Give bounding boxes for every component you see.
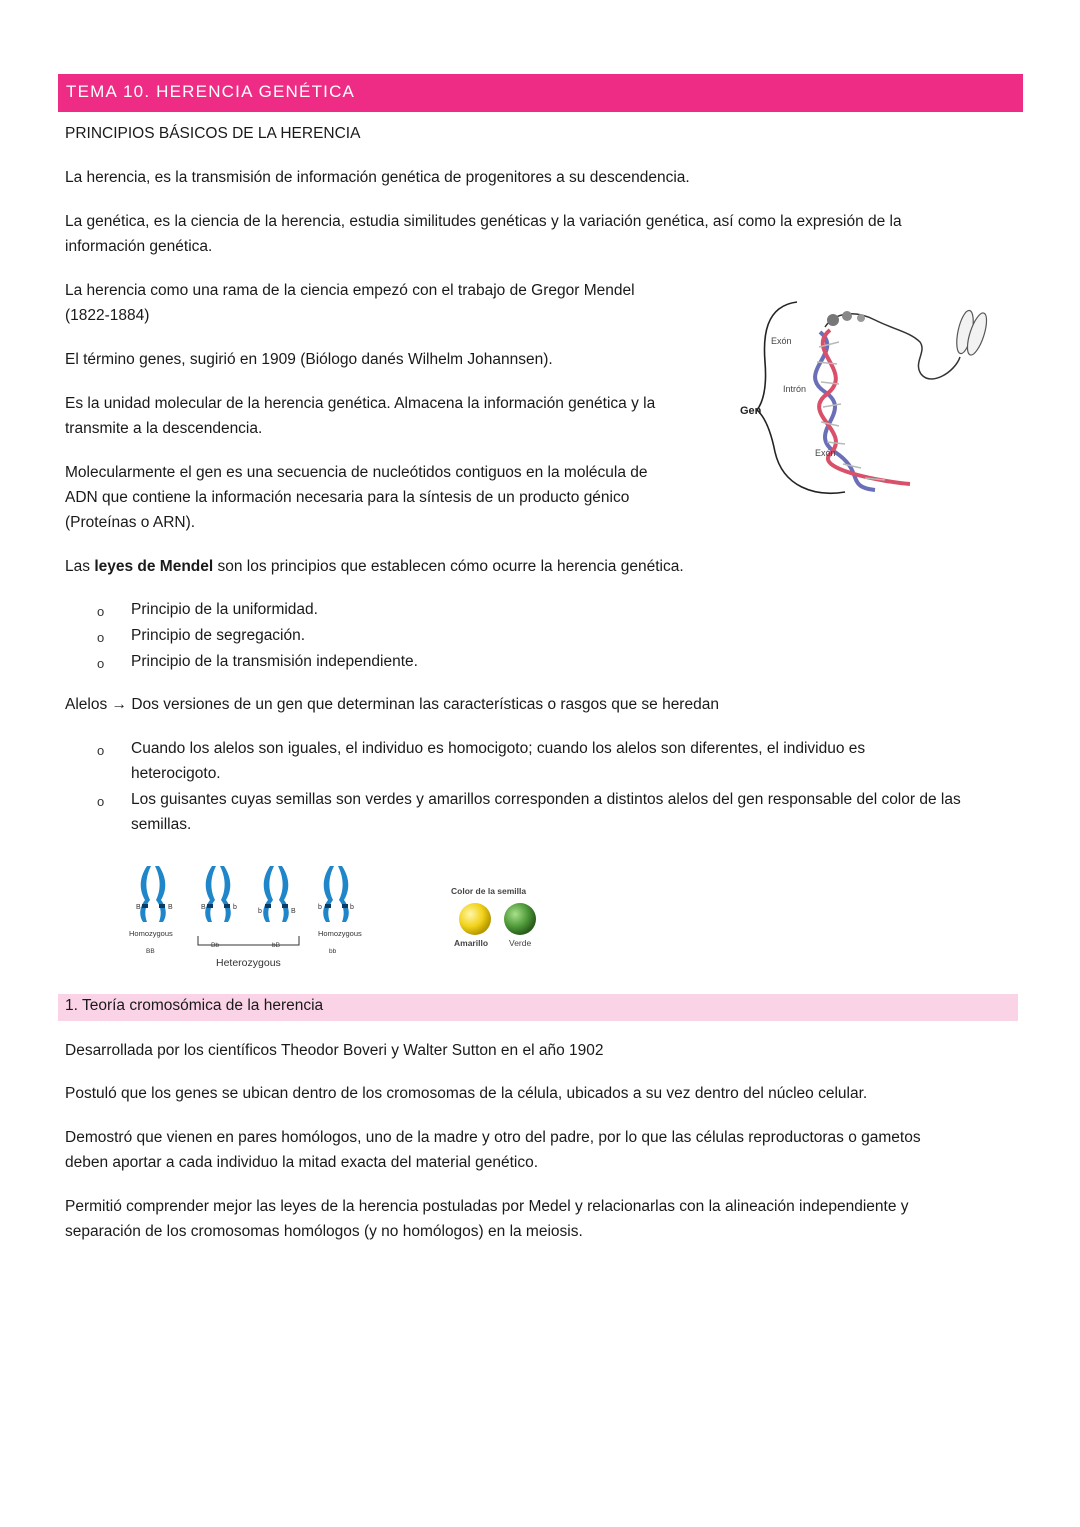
paragraph-permitio-line1: Permitió comprender mejor las leyes de la herencia postuladas por Medel y relacionarlas con la alineación independiente y	[65, 1198, 909, 1215]
yellow-label: Amarillo	[454, 938, 489, 948]
bullet-marker: o	[97, 743, 105, 758]
allele-letter: b	[258, 908, 262, 915]
paragraph-unidad-line1: Es la unidad molecular de la herencia genética. Almacena la información genética y la	[65, 395, 656, 412]
paragraph-postulo: Postuló que los genes se ubican dentro de los cromosomas de la célula, ubicados a su vez dentro del núcleo celular.	[65, 1085, 868, 1102]
list-item: Cuando los alelos son iguales, el individuo es homocigoto; cuando los alelos son diferentes, el individuo es	[131, 740, 866, 757]
paragraph-leyes-mendel	[65, 554, 684, 580]
allele-letter: B	[136, 904, 141, 911]
paragraph-boveri-sutton: Desarrollada por los científicos Theodor Boveri y Walter Sutton en el año 1902	[65, 1042, 604, 1059]
title-bar	[58, 74, 1023, 112]
paragraph-demostro-line2: deben aportar a cada individuo la mitad exacta del material genético.	[65, 1154, 539, 1171]
chromatin-coil	[842, 311, 852, 321]
paragraph-molecular-line3: (Proteínas o ARN).	[65, 514, 196, 531]
leyes-post: son los principios que establecen cómo ocurre la herencia genética.	[213, 558, 684, 575]
bullet-marker: o	[97, 794, 105, 809]
heterozygous-label: Heterozygous	[216, 957, 281, 969]
paragraph-demostro-line1: Demostró que vienen en pares homólogos, uno de la madre y otro del padre, por lo que las células reproductoras o gametos	[65, 1129, 921, 1146]
allele-letter: B	[291, 908, 296, 915]
chromatin-coil	[827, 314, 839, 326]
chromosome-pair-bB	[263, 866, 289, 922]
list-item-continuation: heterocigoto.	[131, 765, 221, 782]
list-item: Principio de la uniformidad.	[131, 601, 318, 618]
list-item: Principio de la transmisión independiente.	[131, 653, 418, 670]
section-heading-bar	[58, 994, 1018, 1021]
homozygous-right-label: Homozygous	[318, 929, 362, 938]
paragraph-unidad-line2: transmite a la descendencia.	[65, 420, 263, 437]
seed-color-figure	[445, 880, 555, 952]
chromosome-pairs-figure	[125, 860, 380, 972]
section-title: 1. Teoría cromosómica de la herencia	[65, 997, 324, 1014]
list-item-continuation: semillas.	[131, 816, 192, 833]
chromosome-pair-Bb	[205, 866, 231, 922]
gene-label: Gen	[740, 405, 762, 417]
gene-dna-figure	[735, 292, 1000, 502]
paragraph-herencia: La herencia, es la transmisión de información genética de progenitores a su descendencia.	[65, 169, 690, 186]
paragraph-molecular-line1: Molecularmente el gen es una secuencia de nucleótidos contiguos en la molécula de	[65, 464, 648, 481]
paragraph-alelos: Alelos → Dos versiones de un gen que determinan las características o rasgos que se heredan	[65, 696, 719, 713]
bullet-marker: o	[97, 604, 105, 619]
seed-figure-title: Color de la semilla	[451, 886, 527, 896]
genotype-BB-label: BB	[146, 948, 155, 955]
green-seed	[504, 903, 536, 935]
chromosome-pair-BB	[140, 866, 166, 922]
yellow-seed	[459, 903, 491, 935]
leyes-bold: leyes de Mendel	[94, 558, 214, 575]
allele-letter: B	[201, 904, 206, 911]
dna-strand-red	[819, 330, 910, 484]
allele-letter: B	[168, 904, 173, 911]
page-title: TEMA 10. HERENCIA GENÉTICA	[66, 82, 356, 101]
list-item: Los guisantes cuyas semillas son verdes y amarillos corresponden a distintos alelos del gen responsable del color de las	[131, 791, 961, 808]
intron-label: Intrón	[783, 384, 807, 394]
chromosome-icon	[954, 309, 991, 357]
dna-strand-blue	[815, 332, 875, 490]
paragraph-molecular-line2: ADN que contiene la información necesaria para la síntesis de un producto génico	[65, 489, 630, 506]
paragraph-genetica-line2: información genética.	[65, 238, 213, 255]
bullet-marker: o	[97, 656, 105, 671]
paragraph-genetica-line1: La genética, es la ciencia de la herencia, estudia similitudes genéticas y la variación genética, así como la expresión de la	[65, 213, 902, 230]
allele-letter: b	[318, 904, 322, 911]
genotype-bB-label: bB	[272, 942, 280, 949]
paragraph-permitio-line2: separación de los cromosomas homólogos (y no homólogos) en la meiosis.	[65, 1223, 583, 1240]
allele-letter: b	[233, 904, 237, 911]
allele-letter: b	[350, 904, 354, 911]
bullet-marker: o	[97, 630, 105, 645]
genotype-bb-label: bb	[329, 948, 337, 955]
genotype-Bb-label: Bb	[211, 942, 219, 949]
paragraph-genes: El término genes, sugirió en 1909 (Biólogo danés Wilhelm Johannsen).	[65, 351, 553, 368]
homozygous-left-label: Homozygous	[129, 929, 173, 938]
list-item: Principio de segregación.	[131, 627, 306, 644]
green-label: Verde	[509, 938, 532, 948]
chromatin-line	[825, 314, 960, 379]
leyes-pre: Las	[65, 558, 95, 575]
subheading: PRINCIPIOS BÁSICOS DE LA HERENCIA	[65, 125, 361, 142]
paragraph-mendel-line1: La herencia como una rama de la ciencia empezó con el trabajo de Gregor Mendel	[65, 282, 635, 299]
chromatin-coil	[857, 314, 865, 322]
exon-label-1: Exón	[771, 336, 792, 346]
exon-label-2: Exón	[815, 448, 836, 458]
chromosome-pair-bb	[323, 866, 349, 922]
paragraph-mendel-line2: (1822-1884)	[65, 307, 150, 324]
